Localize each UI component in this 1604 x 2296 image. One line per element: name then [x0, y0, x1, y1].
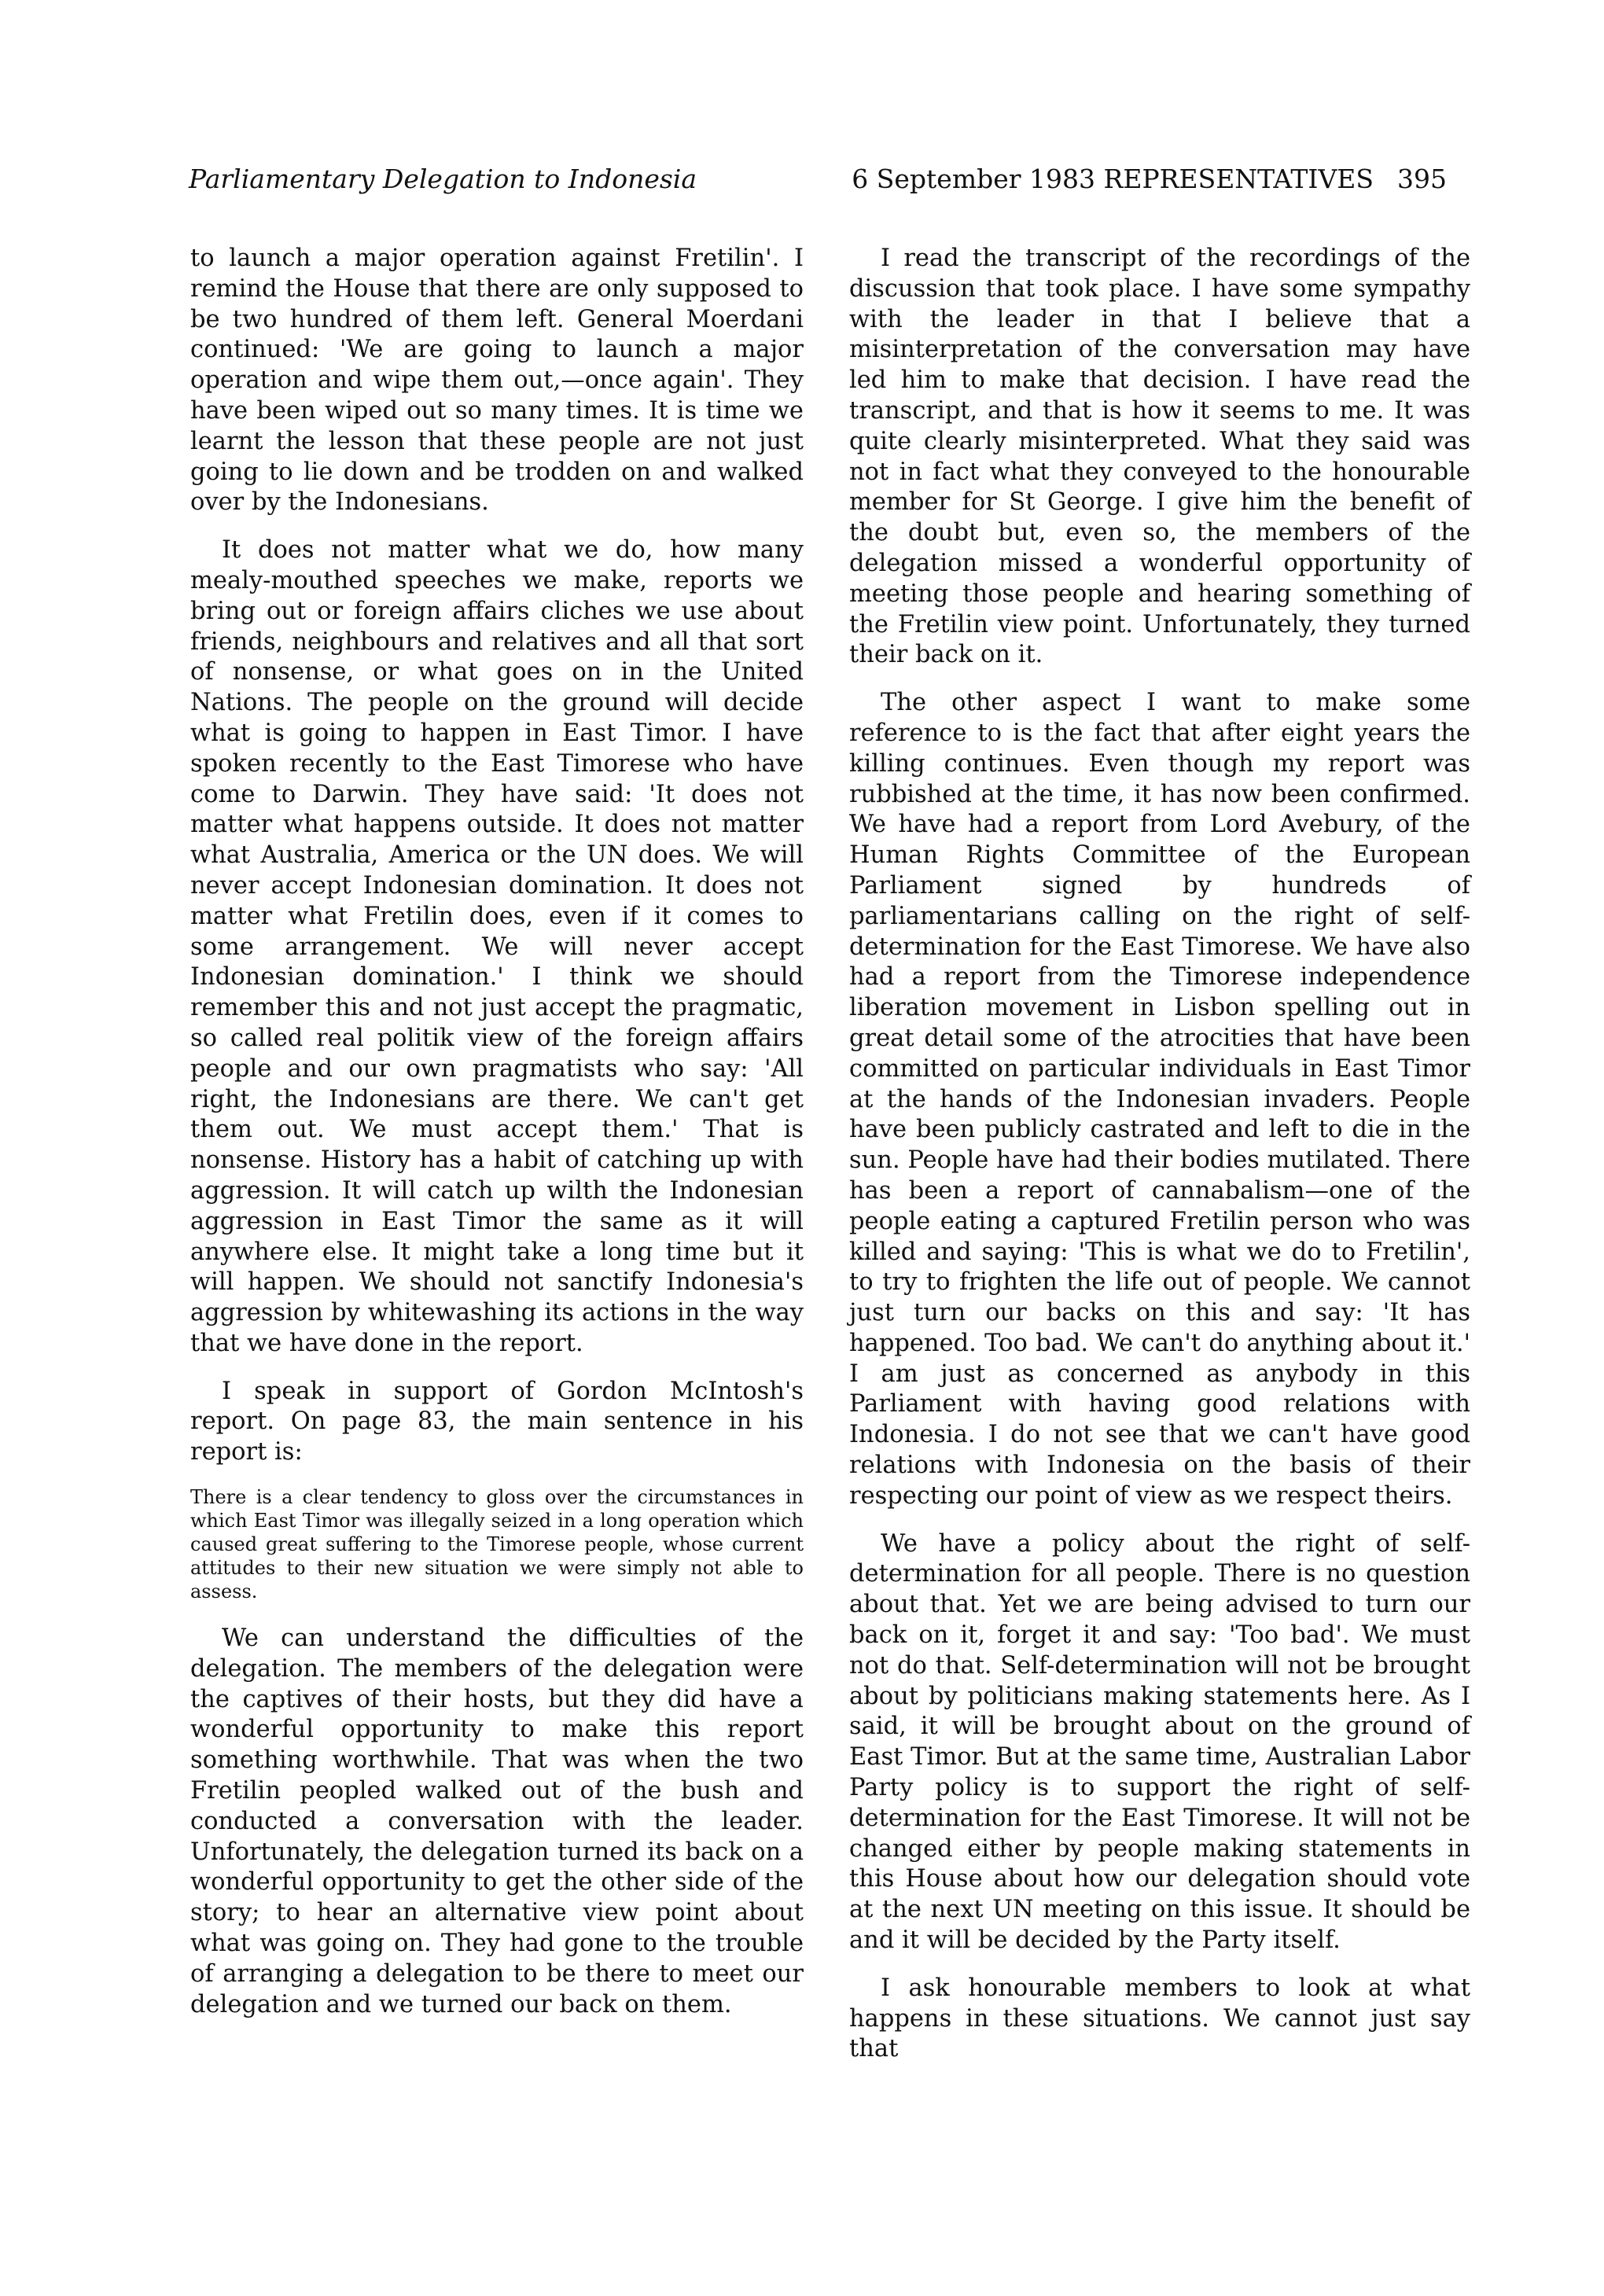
paragraph: We can understand the difficulties of the delegation. The members of the delegation were the captives of their hosts, but they did have a wonderful opportunity to make this report something worthwhile. That was when the two Fretilin peopled walked out of the bush and conducted a conversation with the leader. Unfortunately, the delegation turned its back on a wonderful opportunity to get the other side of the story; to hear an alternative view point about what was going on. They had gone to the trouble of arranging a delegation to be there to meet our delegation and we turned our back on them.: [190, 1624, 804, 2018]
sitting-date: 6 September 1983: [852, 164, 1096, 194]
running-head: [189, 157, 1447, 201]
page-number: 395: [1397, 164, 1447, 194]
paragraph: to launch a major operation against Fretilin'. I remind the House that there are only supposed to be two hundred of them left. General Moerdani continued: 'We are going to launch a major operation and wipe them out,—once again'. They have been wiped out so many times. It is time we learnt the lesson that these people are not just going to lie down and be trodden on and walked over by the Indonesians.: [190, 245, 804, 517]
report-quote: [190, 1485, 804, 1603]
paragraph: I read the transcript of the recordings of the discussion that took place. I have some sympathy with the leader in that I believe that a misinterpretation of the conversation may have led him to make that decision. I have read the transcript, and that is how it seems to me. It was quite clearly misinterpreted. What they said was not in fact what they conveyed to the honourable member for St George. I give him the benefit of the doubt but, even so, the members of the delegation missed a wonderful opportunity of meeting those people and hearing something of the Fretilin view point. Unfortunately, they turned their back on it.: [849, 245, 1470, 669]
paragraph: I ask honourable members to look at what happens in these situations. We cannot just say that: [849, 1974, 1470, 2063]
chamber-name: REPRESENTATIVES: [1103, 164, 1374, 194]
right-column: [849, 244, 1470, 2082]
running-head-right: [852, 157, 1447, 201]
paragraph: We have a policy about the right of self-determination for all people. There is no question about that. Yet we are being advised to turn our back on it, forget it and say: 'Too bad'. We must not do that. Self-determination will not be brought about by politicians making statements here. As I said, it will be brought about on the ground of East Timor. But at the same time, Australian Labor Party policy is to support the right of self-determination for the East Timorese. It will not be changed either by people making statements in this House about how our delegation should vote at the next UN meeting on this issue. It should be and it will be decided by the Party itself.: [849, 1529, 1470, 1955]
quote-text: There is a clear tendency to gloss over the circumstances in which East Timor was illegally seized in a long operation which caused great suffering to the Timorese people, whose current attitudes to their new situation we were simply not able to assess.: [190, 1486, 804, 1603]
paragraph: I speak in support of Gordon McIntosh's report. On page 83, the main sentence in his report is:: [190, 1377, 804, 1466]
left-column: [190, 244, 804, 2037]
paragraph: The other aspect I want to make some reference to is the fact that after eight years the killing continues. Even though my report was rubbished at the time, it has now been confirmed. We have had a report from Lord Avebury, of the Human Rights Committee of the European Parliament signed by hundreds of parliamentarians calling on the right of self-determination for the East Timorese. We have also had a report from the Timorese independence liberation movement in Lisbon spelling out in great detail some of the atrocities that have been committed on particular individuals in East Timor at the hands of the Indonesian invaders. People have been publicly castrated and left to die in the sun. People have had their bodies mutilated. There has been a report of cannabalism—one of the people eating a captured Fretilin person who was killed and saying: 'This is what we do to Fretilin', to try to frighten the life out of people. We cannot just turn our backs on this and say: 'It has happened. Too bad. We can't do anything about it.' I am just as concerned as anybody in this Parliament with having good relations with Indonesia. I do not see that we can't have good relations with Indonesia on the basis of their respecting our point of view as we respect theirs.: [849, 689, 1470, 1510]
paragraph: It does not matter what we do, how many mealy-mouthed speeches we make, reports we bring out or foreign affairs cliches we use about friends, neighbours and relatives and all that sort of nonsense, or what goes on in the United Nations. The people on the ground will decide what is going to happen in East Timor. I have spoken recently to the East Timorese who have come to Darwin. They have said: 'It does not matter what happens outside. It does not matter what Australia, America or the UN does. We will never accept Indonesian domination. It does not matter what Fretilin does, even if it comes to some arrangement. We will never accept Indonesian domination.' I think we should remember this and not just accept the pragmatic, so called real politik view of the foreign affairs people and our own pragmatists who say: 'All right, the Indonesians are there. We can't get them out. We must accept them.' That is nonsense. History has a habit of catching up with aggression. It will catch up wilth the Indonesian aggression in East Timor the same as it will anywhere else. It might take a long time but it will happen. We should not sanctify Indonesia's aggression by whitewashing its actions in the way that we have done in the report.: [190, 536, 804, 1357]
section-title: Parliamentary Delegation to Indonesia: [189, 164, 697, 194]
